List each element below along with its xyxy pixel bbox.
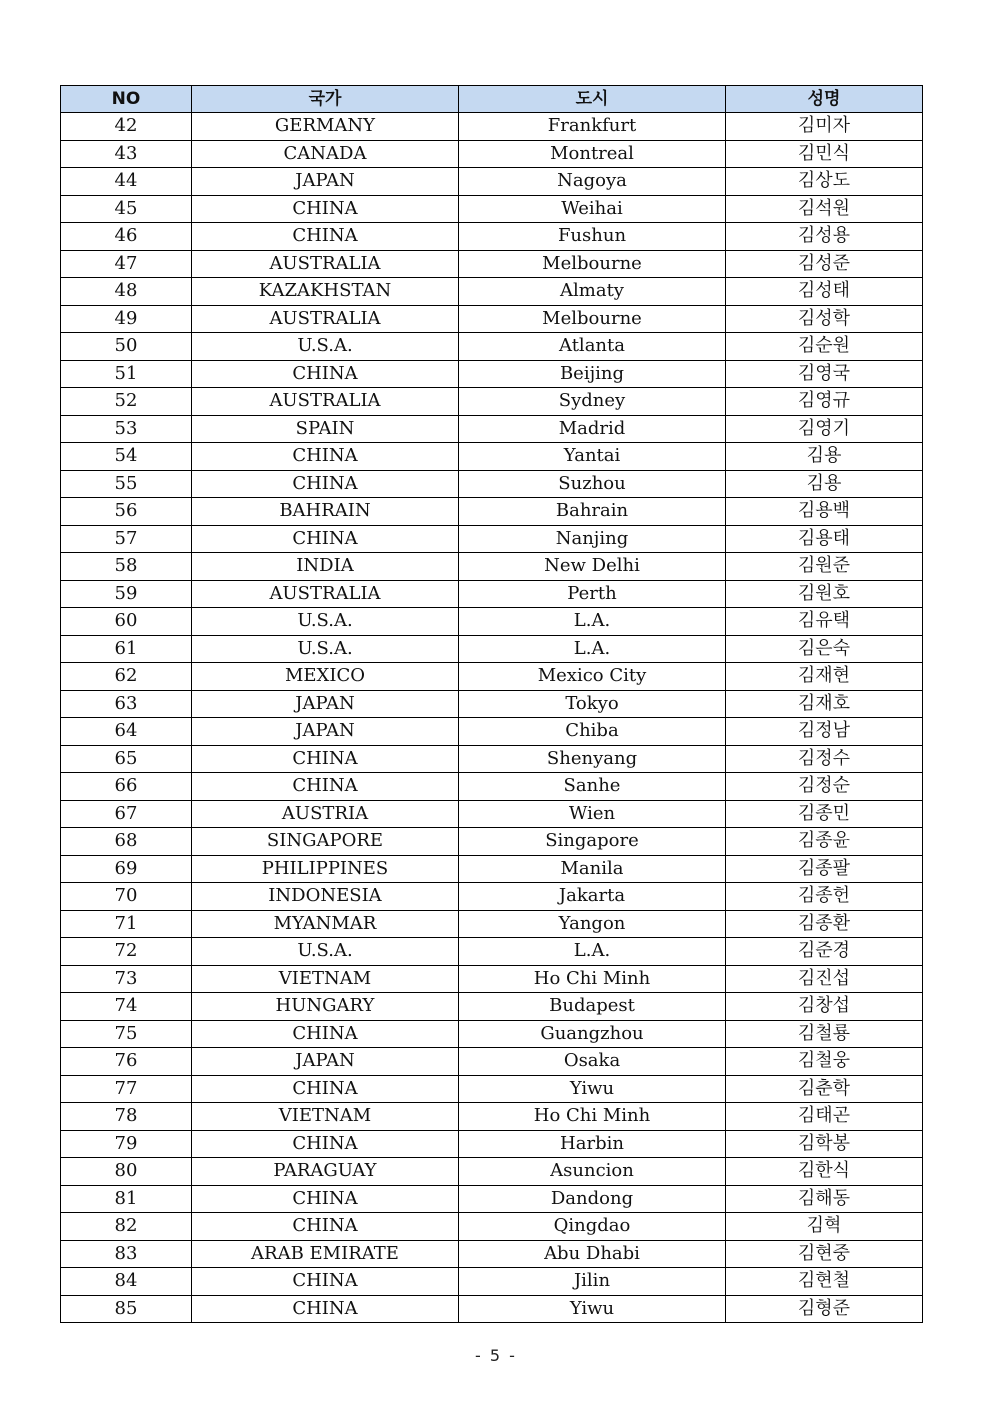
cell-name: 김혁 xyxy=(726,1213,923,1241)
cell-city: Yantai xyxy=(459,443,726,471)
cell-no: 61 xyxy=(61,635,192,663)
cell-no: 64 xyxy=(61,718,192,746)
cell-country: AUSTRIA xyxy=(192,800,459,828)
cell-name: 김종환 xyxy=(726,910,923,938)
cell-country: ARAB EMIRATE xyxy=(192,1240,459,1268)
table-row xyxy=(61,883,923,911)
cell-no: 82 xyxy=(61,1213,192,1241)
cell-no: 73 xyxy=(61,965,192,993)
cell-no: 75 xyxy=(61,1020,192,1048)
cell-no: 48 xyxy=(61,278,192,306)
table-row xyxy=(61,993,923,1021)
cell-no: 45 xyxy=(61,195,192,223)
cell-country: JAPAN xyxy=(192,690,459,718)
cell-city: Sanhe xyxy=(459,773,726,801)
cell-name: 김용 xyxy=(726,443,923,471)
cell-city: Guangzhou xyxy=(459,1020,726,1048)
cell-city: L.A. xyxy=(459,608,726,636)
cell-city: Fushun xyxy=(459,223,726,251)
cell-country: CHINA xyxy=(192,525,459,553)
cell-name: 김원호 xyxy=(726,580,923,608)
cell-city: Mexico City xyxy=(459,663,726,691)
cell-country: MYANMAR xyxy=(192,910,459,938)
cell-name: 김석원 xyxy=(726,195,923,223)
cell-city: Qingdao xyxy=(459,1213,726,1241)
header-name: 성명 xyxy=(726,86,923,113)
cell-no: 57 xyxy=(61,525,192,553)
cell-name: 김정남 xyxy=(726,718,923,746)
cell-no: 52 xyxy=(61,388,192,416)
roster-table xyxy=(60,85,923,1323)
cell-city: Tokyo xyxy=(459,690,726,718)
cell-no: 60 xyxy=(61,608,192,636)
cell-name: 김영기 xyxy=(726,415,923,443)
cell-city: Montreal xyxy=(459,140,726,168)
cell-name: 김정순 xyxy=(726,773,923,801)
cell-no: 62 xyxy=(61,663,192,691)
cell-country: CHINA xyxy=(192,195,459,223)
cell-no: 49 xyxy=(61,305,192,333)
cell-city: Singapore xyxy=(459,828,726,856)
cell-country: CHINA xyxy=(192,1020,459,1048)
table-row xyxy=(61,663,923,691)
cell-city: Melbourne xyxy=(459,250,726,278)
cell-no: 44 xyxy=(61,168,192,196)
cell-city: Jilin xyxy=(459,1268,726,1296)
cell-name: 김현중 xyxy=(726,1240,923,1268)
cell-country: INDIA xyxy=(192,553,459,581)
cell-country: CANADA xyxy=(192,140,459,168)
cell-no: 77 xyxy=(61,1075,192,1103)
cell-city: Ho Chi Minh xyxy=(459,1103,726,1131)
table-row xyxy=(61,168,923,196)
cell-name: 김종윤 xyxy=(726,828,923,856)
table-row xyxy=(61,635,923,663)
table-row xyxy=(61,415,923,443)
cell-no: 50 xyxy=(61,333,192,361)
table-header xyxy=(61,86,923,113)
table-row xyxy=(61,1213,923,1241)
header-country: 국가 xyxy=(192,86,459,113)
cell-country: CHINA xyxy=(192,1295,459,1323)
cell-city: L.A. xyxy=(459,938,726,966)
cell-country: CHINA xyxy=(192,745,459,773)
cell-no: 84 xyxy=(61,1268,192,1296)
cell-no: 53 xyxy=(61,415,192,443)
cell-country: U.S.A. xyxy=(192,608,459,636)
cell-no: 43 xyxy=(61,140,192,168)
table-row xyxy=(61,938,923,966)
cell-country: KAZAKHSTAN xyxy=(192,278,459,306)
cell-name: 김종헌 xyxy=(726,883,923,911)
cell-no: 79 xyxy=(61,1130,192,1158)
cell-name: 김형준 xyxy=(726,1295,923,1323)
table-row xyxy=(61,1075,923,1103)
cell-country: JAPAN xyxy=(192,168,459,196)
cell-city: Budapest xyxy=(459,993,726,1021)
cell-no: 54 xyxy=(61,443,192,471)
cell-city: Manila xyxy=(459,855,726,883)
header-row xyxy=(61,86,923,113)
table-row xyxy=(61,1103,923,1131)
cell-no: 80 xyxy=(61,1158,192,1186)
cell-name: 김현철 xyxy=(726,1268,923,1296)
cell-name: 김유택 xyxy=(726,608,923,636)
cell-country: PARAGUAY xyxy=(192,1158,459,1186)
cell-country: CHINA xyxy=(192,223,459,251)
cell-name: 김태곤 xyxy=(726,1103,923,1131)
page-number: - 5 - xyxy=(475,1346,517,1365)
cell-no: 76 xyxy=(61,1048,192,1076)
table-row xyxy=(61,250,923,278)
cell-country: CHINA xyxy=(192,360,459,388)
table-row xyxy=(61,1185,923,1213)
cell-name: 김순원 xyxy=(726,333,923,361)
cell-country: INDONESIA xyxy=(192,883,459,911)
table-row xyxy=(61,1240,923,1268)
table-row xyxy=(61,800,923,828)
cell-city: Perth xyxy=(459,580,726,608)
cell-city: Beijing xyxy=(459,360,726,388)
cell-country: JAPAN xyxy=(192,718,459,746)
cell-city: Frankfurt xyxy=(459,113,726,141)
cell-no: 47 xyxy=(61,250,192,278)
cell-country: AUSTRALIA xyxy=(192,250,459,278)
cell-name: 김원준 xyxy=(726,553,923,581)
cell-name: 김용태 xyxy=(726,525,923,553)
table-row xyxy=(61,1295,923,1323)
cell-country: CHINA xyxy=(192,773,459,801)
cell-city: Nagoya xyxy=(459,168,726,196)
cell-country: VIETNAM xyxy=(192,1103,459,1131)
table-row xyxy=(61,965,923,993)
cell-country: CHINA xyxy=(192,1185,459,1213)
cell-name: 김창섭 xyxy=(726,993,923,1021)
cell-city: Harbin xyxy=(459,1130,726,1158)
cell-city: Shenyang xyxy=(459,745,726,773)
cell-name: 김종팔 xyxy=(726,855,923,883)
cell-no: 51 xyxy=(61,360,192,388)
cell-no: 63 xyxy=(61,690,192,718)
cell-city: Yangon xyxy=(459,910,726,938)
cell-name: 김철웅 xyxy=(726,1048,923,1076)
cell-no: 72 xyxy=(61,938,192,966)
cell-no: 46 xyxy=(61,223,192,251)
cell-name: 김영규 xyxy=(726,388,923,416)
cell-city: Nanjing xyxy=(459,525,726,553)
cell-city: Atlanta xyxy=(459,333,726,361)
cell-city: Dandong xyxy=(459,1185,726,1213)
cell-city: Almaty xyxy=(459,278,726,306)
cell-no: 71 xyxy=(61,910,192,938)
cell-country: MEXICO xyxy=(192,663,459,691)
cell-no: 78 xyxy=(61,1103,192,1131)
cell-city: New Delhi xyxy=(459,553,726,581)
cell-country: U.S.A. xyxy=(192,635,459,663)
table-row xyxy=(61,910,923,938)
cell-name: 김상도 xyxy=(726,168,923,196)
table-row xyxy=(61,828,923,856)
table-row xyxy=(61,443,923,471)
cell-country: JAPAN xyxy=(192,1048,459,1076)
cell-country: HUNGARY xyxy=(192,993,459,1021)
cell-country: SINGAPORE xyxy=(192,828,459,856)
cell-name: 김춘학 xyxy=(726,1075,923,1103)
cell-city: L.A. xyxy=(459,635,726,663)
table-row xyxy=(61,773,923,801)
cell-name: 김진섭 xyxy=(726,965,923,993)
table-row xyxy=(61,223,923,251)
cell-city: Yiwu xyxy=(459,1075,726,1103)
cell-name: 김정수 xyxy=(726,745,923,773)
cell-city: Melbourne xyxy=(459,305,726,333)
table-row xyxy=(61,278,923,306)
cell-name: 김재호 xyxy=(726,690,923,718)
cell-name: 김미자 xyxy=(726,113,923,141)
cell-no: 58 xyxy=(61,553,192,581)
cell-country: CHINA xyxy=(192,1213,459,1241)
cell-country: CHINA xyxy=(192,470,459,498)
cell-no: 83 xyxy=(61,1240,192,1268)
cell-country: CHINA xyxy=(192,1130,459,1158)
cell-country: GERMANY xyxy=(192,113,459,141)
cell-city: Osaka xyxy=(459,1048,726,1076)
cell-country: CHINA xyxy=(192,443,459,471)
header-city: 도시 xyxy=(459,86,726,113)
cell-country: CHINA xyxy=(192,1075,459,1103)
table-row xyxy=(61,745,923,773)
table-row xyxy=(61,1268,923,1296)
table-body xyxy=(61,113,923,1323)
cell-no: 74 xyxy=(61,993,192,1021)
table-row xyxy=(61,553,923,581)
table-row xyxy=(61,470,923,498)
cell-no: 42 xyxy=(61,113,192,141)
table-row xyxy=(61,1158,923,1186)
cell-name: 김성용 xyxy=(726,223,923,251)
table-row xyxy=(61,608,923,636)
cell-city: Ho Chi Minh xyxy=(459,965,726,993)
cell-no: 55 xyxy=(61,470,192,498)
cell-name: 김학봉 xyxy=(726,1130,923,1158)
cell-name: 김준경 xyxy=(726,938,923,966)
cell-city: Asuncion xyxy=(459,1158,726,1186)
table-row xyxy=(61,360,923,388)
cell-country: CHINA xyxy=(192,1268,459,1296)
cell-country: AUSTRALIA xyxy=(192,388,459,416)
table-row xyxy=(61,1130,923,1158)
cell-city: Wien xyxy=(459,800,726,828)
cell-city: Sydney xyxy=(459,388,726,416)
cell-no: 69 xyxy=(61,855,192,883)
cell-country: AUSTRALIA xyxy=(192,580,459,608)
header-no: NO xyxy=(61,86,192,113)
table-row xyxy=(61,1020,923,1048)
cell-country: PHILIPPINES xyxy=(192,855,459,883)
cell-name: 김성준 xyxy=(726,250,923,278)
cell-name: 김철룡 xyxy=(726,1020,923,1048)
table-row xyxy=(61,525,923,553)
cell-country: BAHRAIN xyxy=(192,498,459,526)
cell-name: 김재현 xyxy=(726,663,923,691)
cell-no: 81 xyxy=(61,1185,192,1213)
cell-name: 김은숙 xyxy=(726,635,923,663)
cell-city: Suzhou xyxy=(459,470,726,498)
cell-no: 67 xyxy=(61,800,192,828)
table-row xyxy=(61,305,923,333)
table-row xyxy=(61,1048,923,1076)
cell-name: 김종민 xyxy=(726,800,923,828)
cell-name: 김성태 xyxy=(726,278,923,306)
cell-no: 56 xyxy=(61,498,192,526)
cell-country: U.S.A. xyxy=(192,333,459,361)
table-row xyxy=(61,113,923,141)
table-row xyxy=(61,333,923,361)
table-row xyxy=(61,388,923,416)
cell-city: Weihai xyxy=(459,195,726,223)
cell-name: 김용백 xyxy=(726,498,923,526)
table-row xyxy=(61,498,923,526)
cell-no: 65 xyxy=(61,745,192,773)
table-row xyxy=(61,195,923,223)
cell-city: Jakarta xyxy=(459,883,726,911)
cell-country: AUSTRALIA xyxy=(192,305,459,333)
cell-city: Bahrain xyxy=(459,498,726,526)
table-row xyxy=(61,580,923,608)
cell-name: 김성학 xyxy=(726,305,923,333)
cell-no: 85 xyxy=(61,1295,192,1323)
cell-city: Abu Dhabi xyxy=(459,1240,726,1268)
cell-city: Madrid xyxy=(459,415,726,443)
cell-country: VIETNAM xyxy=(192,965,459,993)
cell-no: 59 xyxy=(61,580,192,608)
cell-no: 70 xyxy=(61,883,192,911)
cell-city: Chiba xyxy=(459,718,726,746)
cell-name: 김해동 xyxy=(726,1185,923,1213)
cell-country: SPAIN xyxy=(192,415,459,443)
cell-name: 김민식 xyxy=(726,140,923,168)
cell-city: Yiwu xyxy=(459,1295,726,1323)
cell-country: U.S.A. xyxy=(192,938,459,966)
cell-name: 김영국 xyxy=(726,360,923,388)
cell-name: 김한식 xyxy=(726,1158,923,1186)
cell-name: 김용 xyxy=(726,470,923,498)
table-row xyxy=(61,140,923,168)
cell-no: 66 xyxy=(61,773,192,801)
table-row xyxy=(61,718,923,746)
table-row xyxy=(61,855,923,883)
table-row xyxy=(61,690,923,718)
cell-no: 68 xyxy=(61,828,192,856)
